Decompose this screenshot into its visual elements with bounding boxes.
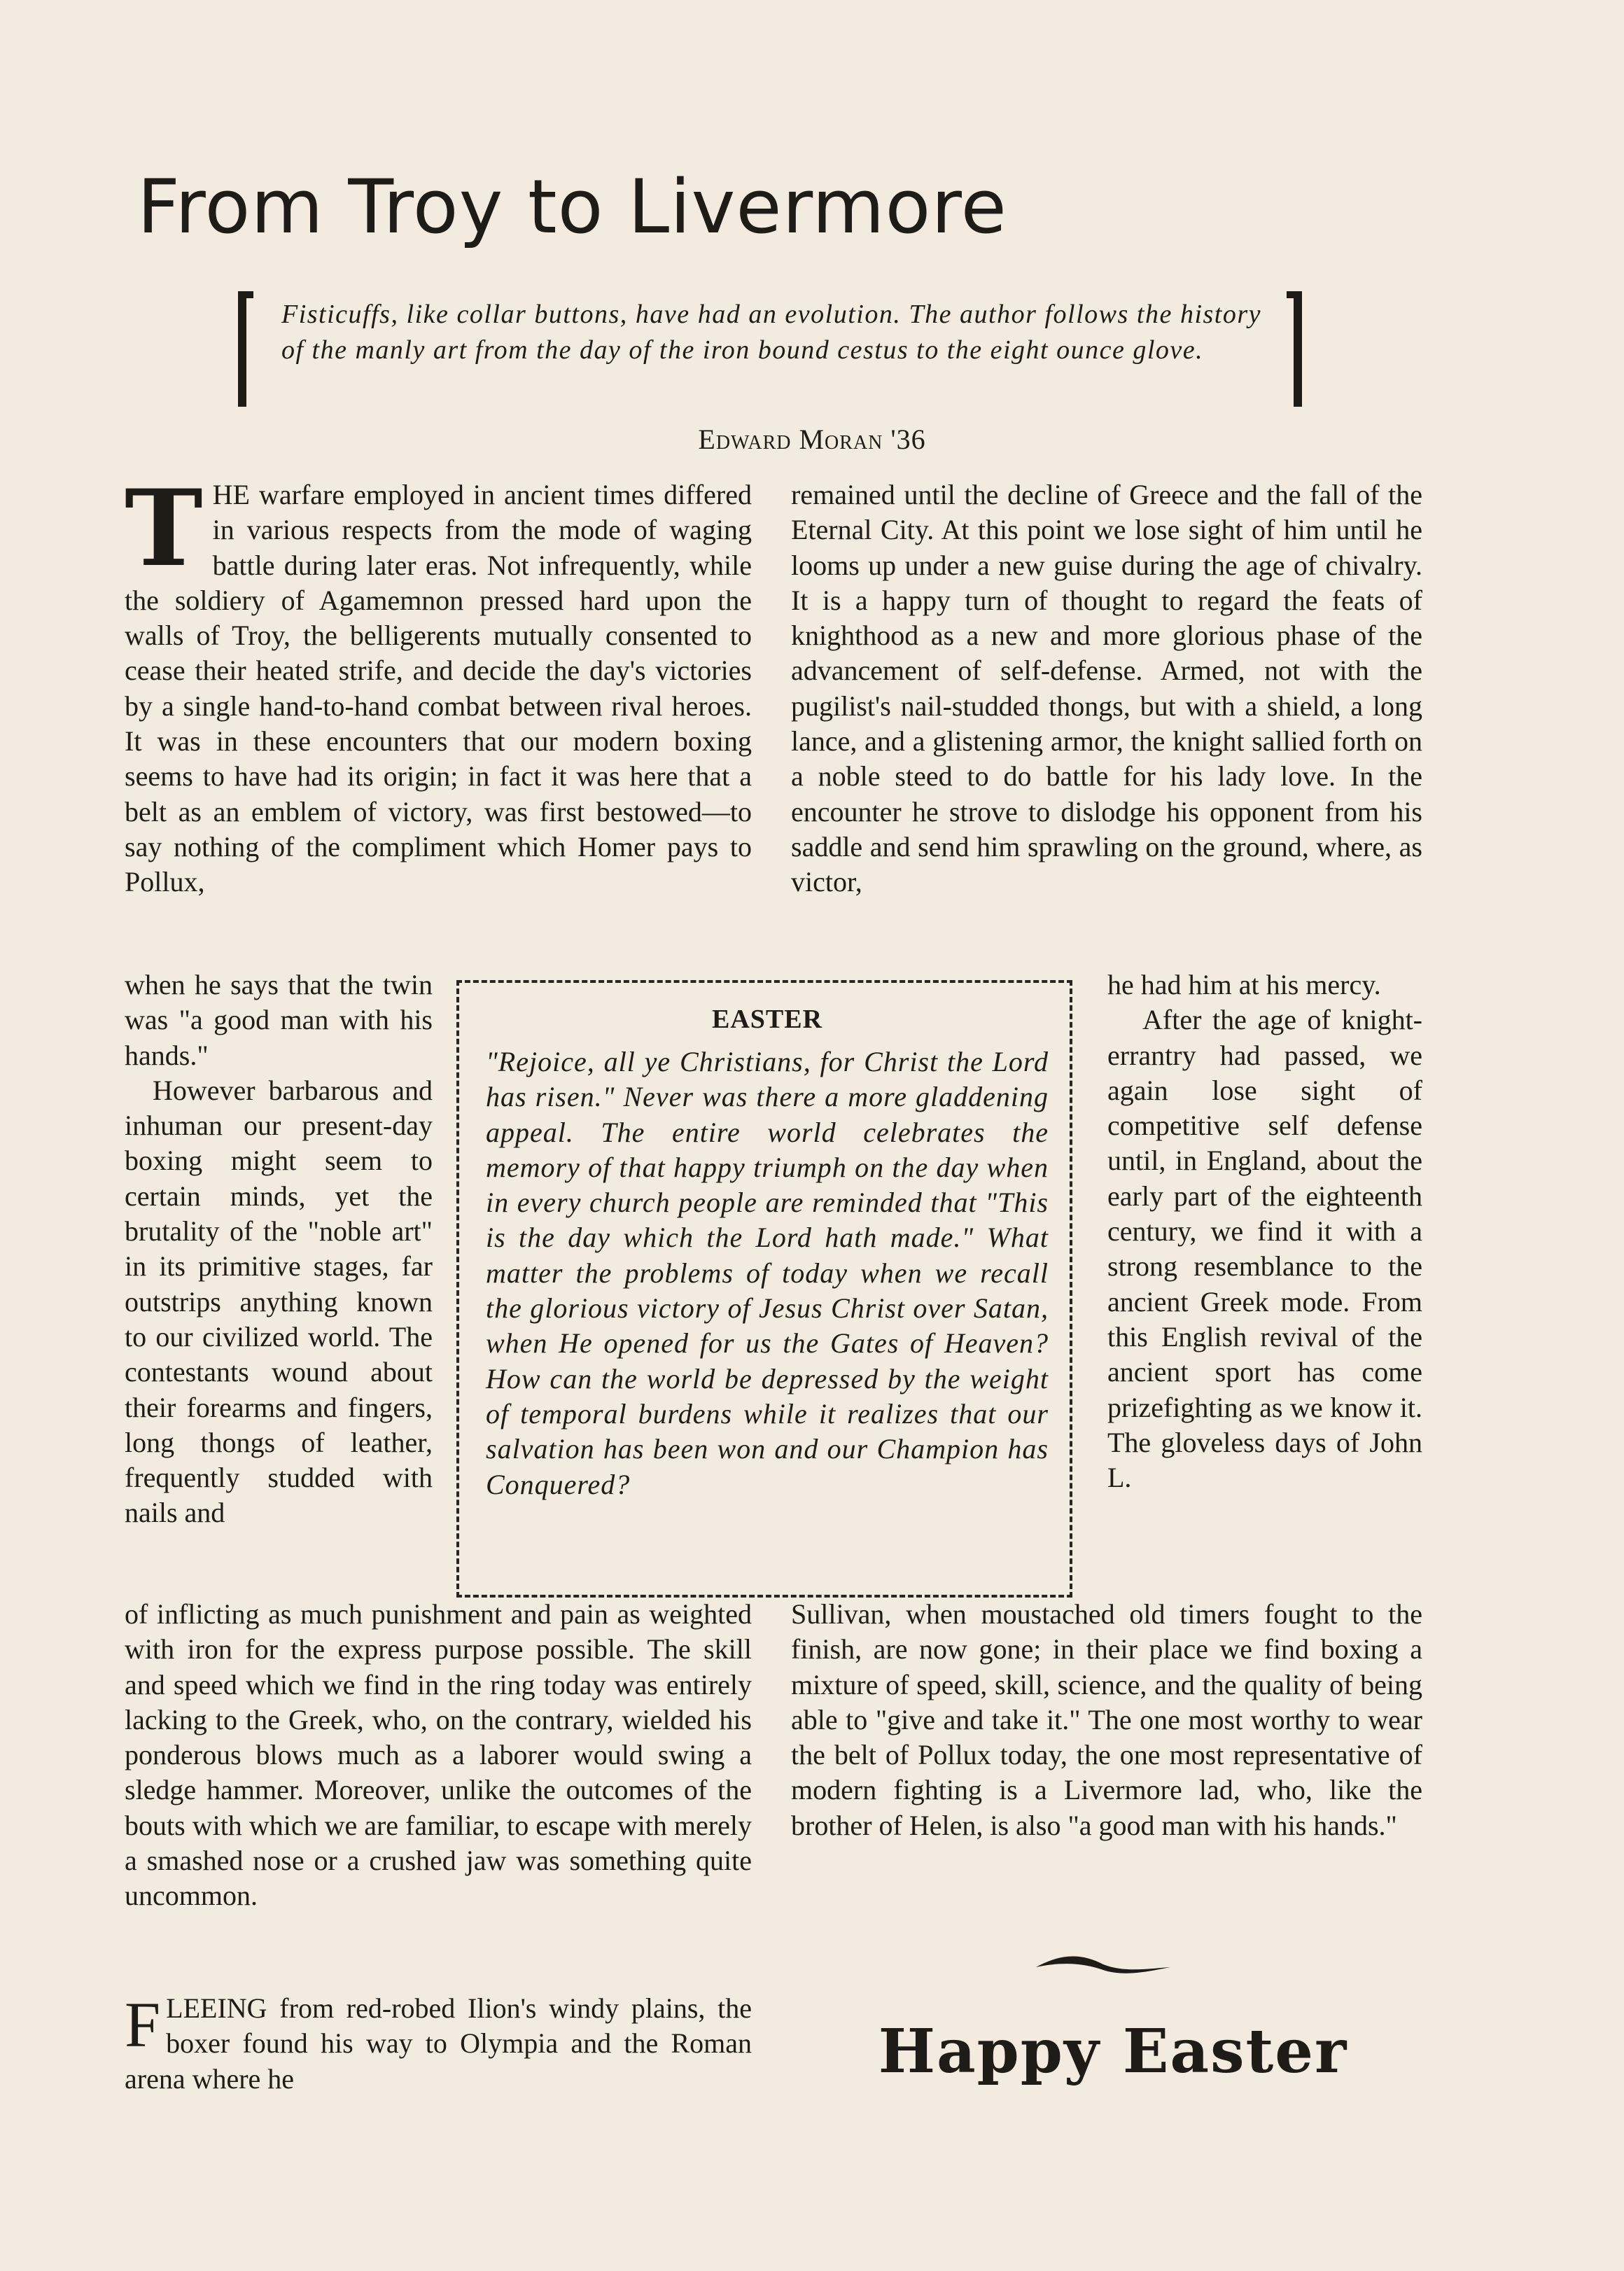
subtitle-block [231,279,1309,419]
right-bracket-ornament [1287,291,1302,407]
closing-greeting: Happy Easter [878,2016,1348,2087]
easter-sidebar-box [456,980,1072,1598]
paragraph-2-bottom-text: of inflicting as much punishment and pain as weighted with iron for the express purpose possible. The skill and speed which we find in the ring today was entirely lacking to the Greek, who, on the contrary, wielded his ponderous blows much as a laborer would swing a sledge hammer. Moreover, unlike the outcomes of the bouts with which we are familiar, to escape with merely a smashed nose or a crushed jaw was something quite uncommon. [125,1598,752,1912]
left-bracket-ornament [238,291,253,407]
article-right-column-narrow [1107,967,1422,1495]
article-paragraph-1-continued [125,967,433,1531]
right-top-text: remained until the decline of Greece and the fall of the Eternal City. At this point we lose sight of him until he looms up under a new guise during the age of chivalry. It is a happy turn of thought to regard the feats of knighthood as a new and more glorious phase of the advancement of self-defense. Armed, not with the pugilist's nail-studded thongs, but with a shield, a long lance, and a glistening armor, the knight sallied forth on a noble steed to do battle for his lady love. In the encounter he strove to dislodge his opponent from his saddle and send him sprawling on the ground, where, as victor, [791,479,1422,898]
article-subtitle: Fisticuffs, like collar buttons, have had an evolution. The author follows the history of the manly art from the day of the iron bound cestus to the eight ounce glove. [281,300,1261,365]
right-narrow-text-2: After the age of knight-errantry had passed, we again lose sight of competitive self defense until, in England, about the early part of the eighteenth century, we find it with a strong resemblance to the ancient Greek mode. From this English revival of the ancient sport has come prizefighting as we know it. The gloveless days of John L. [1107,1004,1422,1494]
article-paragraph-3 [125,1991,752,2097]
easter-box-body: "Rejoice, all ye Christians, for Christ the Lord has risen." Never was there a more gladdening appeal. The entire world celebrates the memory of that happy triumph on the day when in every church people are reminded that "This is the day which the Lord hath made." What matter the problems of today when we recall the glorious victory of Jesus Christ over Satan, when He opened for us the Gates of Heaven? How can the world be depressed by the weight of temporal burdens while it realizes that our salvation has been won and our Champion has Conquered? [486,1046,1049,1500]
article-paragraph-2-continued [125,1597,752,1914]
article-paragraph-1 [125,467,752,900]
article-title: From Troy to Livermore [137,164,1007,250]
right-narrow-text-1: he had him at his mercy. [1107,969,1381,1000]
article-right-column-bottom [791,1597,1422,1843]
paragraph-1-narrow-text: when he says that the twin was "a good man with his hands." [125,969,433,1071]
drop-cap-t: T [125,467,203,590]
drop-cap-f: F [125,1989,161,2060]
article-right-column-top [791,477,1422,900]
author-byline: Edward Moran '36 [698,424,926,455]
paragraph-3-text: LEEING from red-robed Ilion's windy plains, the boxer found his way to Olympia and the Roman arena where he [125,1992,752,2095]
easter-box-title: EASTER [711,1005,823,1034]
paragraph-1-text: HE warfare employed in ancient times differed in various respects from the mode of waging battle during later eras. Not infrequently, while the soldiery of Agamemnon pressed hard upon the walls of Troy, the belligerents mutually consented to cease their heated strife, and decide the day's victories by a single hand-to-hand combat between rival heroes. It was in these encounters that our modern boxing seems to have had its origin; in fact it was here that a belt as an emblem of victory, was first bestowed—to say nothing of the compliment which Homer pays to Pollux, [125,479,752,898]
decorative-flourish-icon [1033,1952,1173,1980]
paragraph-2-narrow-text: However barbarous and inhuman our present-day boxing might seem to certain minds, yet the brutality of the "noble art" in its primitive stages, far outstrips anything known to our civilized world. The contestants wound about their forearms and fingers, long thongs of leather, frequently studded with nails and [125,1074,433,1529]
right-bottom-text: Sullivan, when moustached old timers fought to the finish, are now gone; in their place we find boxing a mixture of speed, skill, science, and the quality of being able to "give and take it." The one most worthy to wear the belt of Pollux today, the one most representative of modern fighting is a Livermore lad, who, like the brother of Helen, is also "a good man with his hands." [791,1598,1422,1841]
